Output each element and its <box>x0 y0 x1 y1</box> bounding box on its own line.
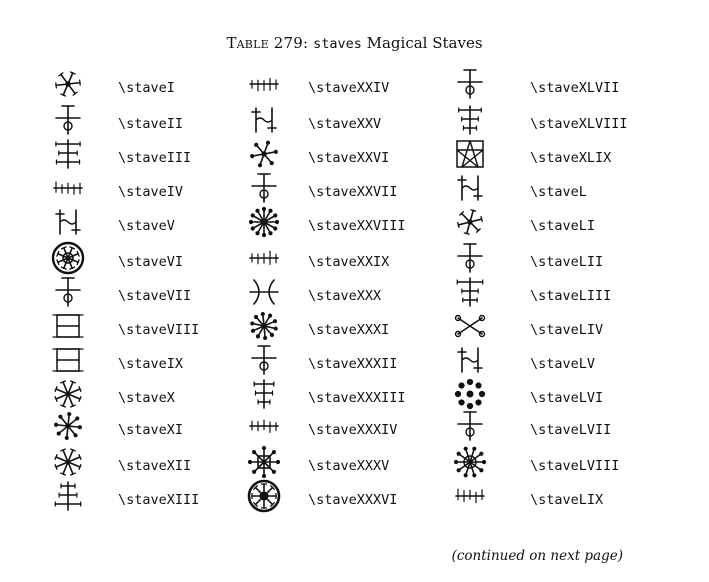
stave-liv-icon <box>452 308 488 344</box>
symbol-command-name: \staveXLVIII <box>530 116 628 132</box>
symbol-command-name: \staveV <box>118 218 175 234</box>
stave-xxxiii-icon <box>246 376 282 412</box>
symbol-command-name: \staveXLVII <box>530 80 620 96</box>
stave-xxxv-icon <box>246 444 282 480</box>
stave-lvii-icon <box>452 408 488 444</box>
stave-x-icon <box>50 376 86 412</box>
symbol-command-name: \staveLIX <box>530 492 604 508</box>
stave-xxix-icon <box>246 240 282 276</box>
symbol-command-name: \staveXII <box>118 458 192 474</box>
symbol-command-name: \staveXXIV <box>308 80 390 96</box>
stave-xlviii-icon <box>452 102 488 138</box>
stave-xxviii-icon <box>246 204 282 240</box>
stave-xi-icon <box>50 408 86 444</box>
symbol-command-name: \staveXXXI <box>308 322 390 338</box>
symbol-command-name: \staveIV <box>118 184 184 200</box>
symbol-command-name: \staveLVI <box>530 390 604 406</box>
symbol-command-name: \staveXXXVI <box>308 492 398 508</box>
stave-iii-icon <box>50 136 86 172</box>
continued-note: (continued on next page) <box>451 548 623 564</box>
symbol-command-name: \staveLVII <box>530 422 612 438</box>
symbol-command-name: \staveXXXII <box>308 356 398 372</box>
stave-ix-icon <box>50 342 86 378</box>
symbol-command-name: \staveLVIII <box>530 458 620 474</box>
symbol-command-name: \staveXXX <box>308 288 382 304</box>
symbol-command-name: \staveLIV <box>530 322 604 338</box>
stave-xxxiv-icon <box>246 408 282 444</box>
symbol-command-name: \staveLII <box>530 254 604 270</box>
stave-li-icon <box>452 204 488 240</box>
symbol-command-name: \staveLIII <box>530 288 612 304</box>
symbol-command-name: \staveIX <box>118 356 184 372</box>
symbol-command-name: \staveL <box>530 184 587 200</box>
stave-xxvi-icon <box>246 136 282 172</box>
stave-lvi-icon <box>452 376 488 412</box>
stave-lv-icon <box>452 342 488 378</box>
stave-xii-icon <box>50 444 86 480</box>
stave-liii-icon <box>452 274 488 310</box>
stave-vi-icon <box>50 240 86 276</box>
table-caption <box>0 34 709 52</box>
stave-xxiv-icon <box>246 66 282 102</box>
stave-lix-icon <box>452 478 488 514</box>
stave-lviii-icon <box>452 444 488 480</box>
symbol-command-name: \staveIII <box>118 150 192 166</box>
stave-xlvii-icon <box>452 66 488 102</box>
symbol-command-name: \staveXXV <box>308 116 382 132</box>
symbol-command-name: \staveI <box>118 80 175 96</box>
symbol-command-name: \staveII <box>118 116 184 132</box>
stave-viii-icon <box>50 308 86 344</box>
symbol-command-name: \staveLV <box>530 356 596 372</box>
table-label: Table 279: <box>226 34 309 52</box>
stave-xlix-icon <box>452 136 488 172</box>
package-name: staves <box>313 36 362 52</box>
symbol-command-name: \staveXXXIV <box>308 422 398 438</box>
symbol-command-name: \staveXXVII <box>308 184 398 200</box>
symbol-command-name: \staveXI <box>118 422 184 438</box>
stave-xxv-icon <box>246 102 282 138</box>
symbol-command-name: \staveVII <box>118 288 192 304</box>
stave-lii-icon <box>452 240 488 276</box>
stave-l-icon <box>452 170 488 206</box>
stave-xxxi-icon <box>246 308 282 344</box>
symbol-command-name: \staveXIII <box>118 492 200 508</box>
symbol-command-name: \staveLI <box>530 218 596 234</box>
table-title: Magical Staves <box>366 34 483 52</box>
symbol-command-name: \staveXXVI <box>308 150 390 166</box>
symbol-command-name: \staveXXXV <box>308 458 390 474</box>
symbol-command-name: \staveXXVIII <box>308 218 406 234</box>
stave-vii-icon <box>50 274 86 310</box>
stave-ii-icon <box>50 102 86 138</box>
symbol-command-name: \staveXLIX <box>530 150 612 166</box>
symbol-command-name: \staveXXIX <box>308 254 390 270</box>
stave-xxxii-icon <box>246 342 282 378</box>
stave-i-icon <box>50 66 86 102</box>
stave-xiii-icon <box>50 478 86 514</box>
stave-iv-icon <box>50 170 86 206</box>
symbol-command-name: \staveX <box>118 390 175 406</box>
stave-v-icon <box>50 204 86 240</box>
symbol-command-name: \staveXXXIII <box>308 390 406 406</box>
stave-xxx-icon <box>246 274 282 310</box>
stave-xxvii-icon <box>246 170 282 206</box>
symbol-command-name: \staveVIII <box>118 322 200 338</box>
stave-xxxvi-icon <box>246 478 282 514</box>
symbol-command-name: \staveVI <box>118 254 184 270</box>
